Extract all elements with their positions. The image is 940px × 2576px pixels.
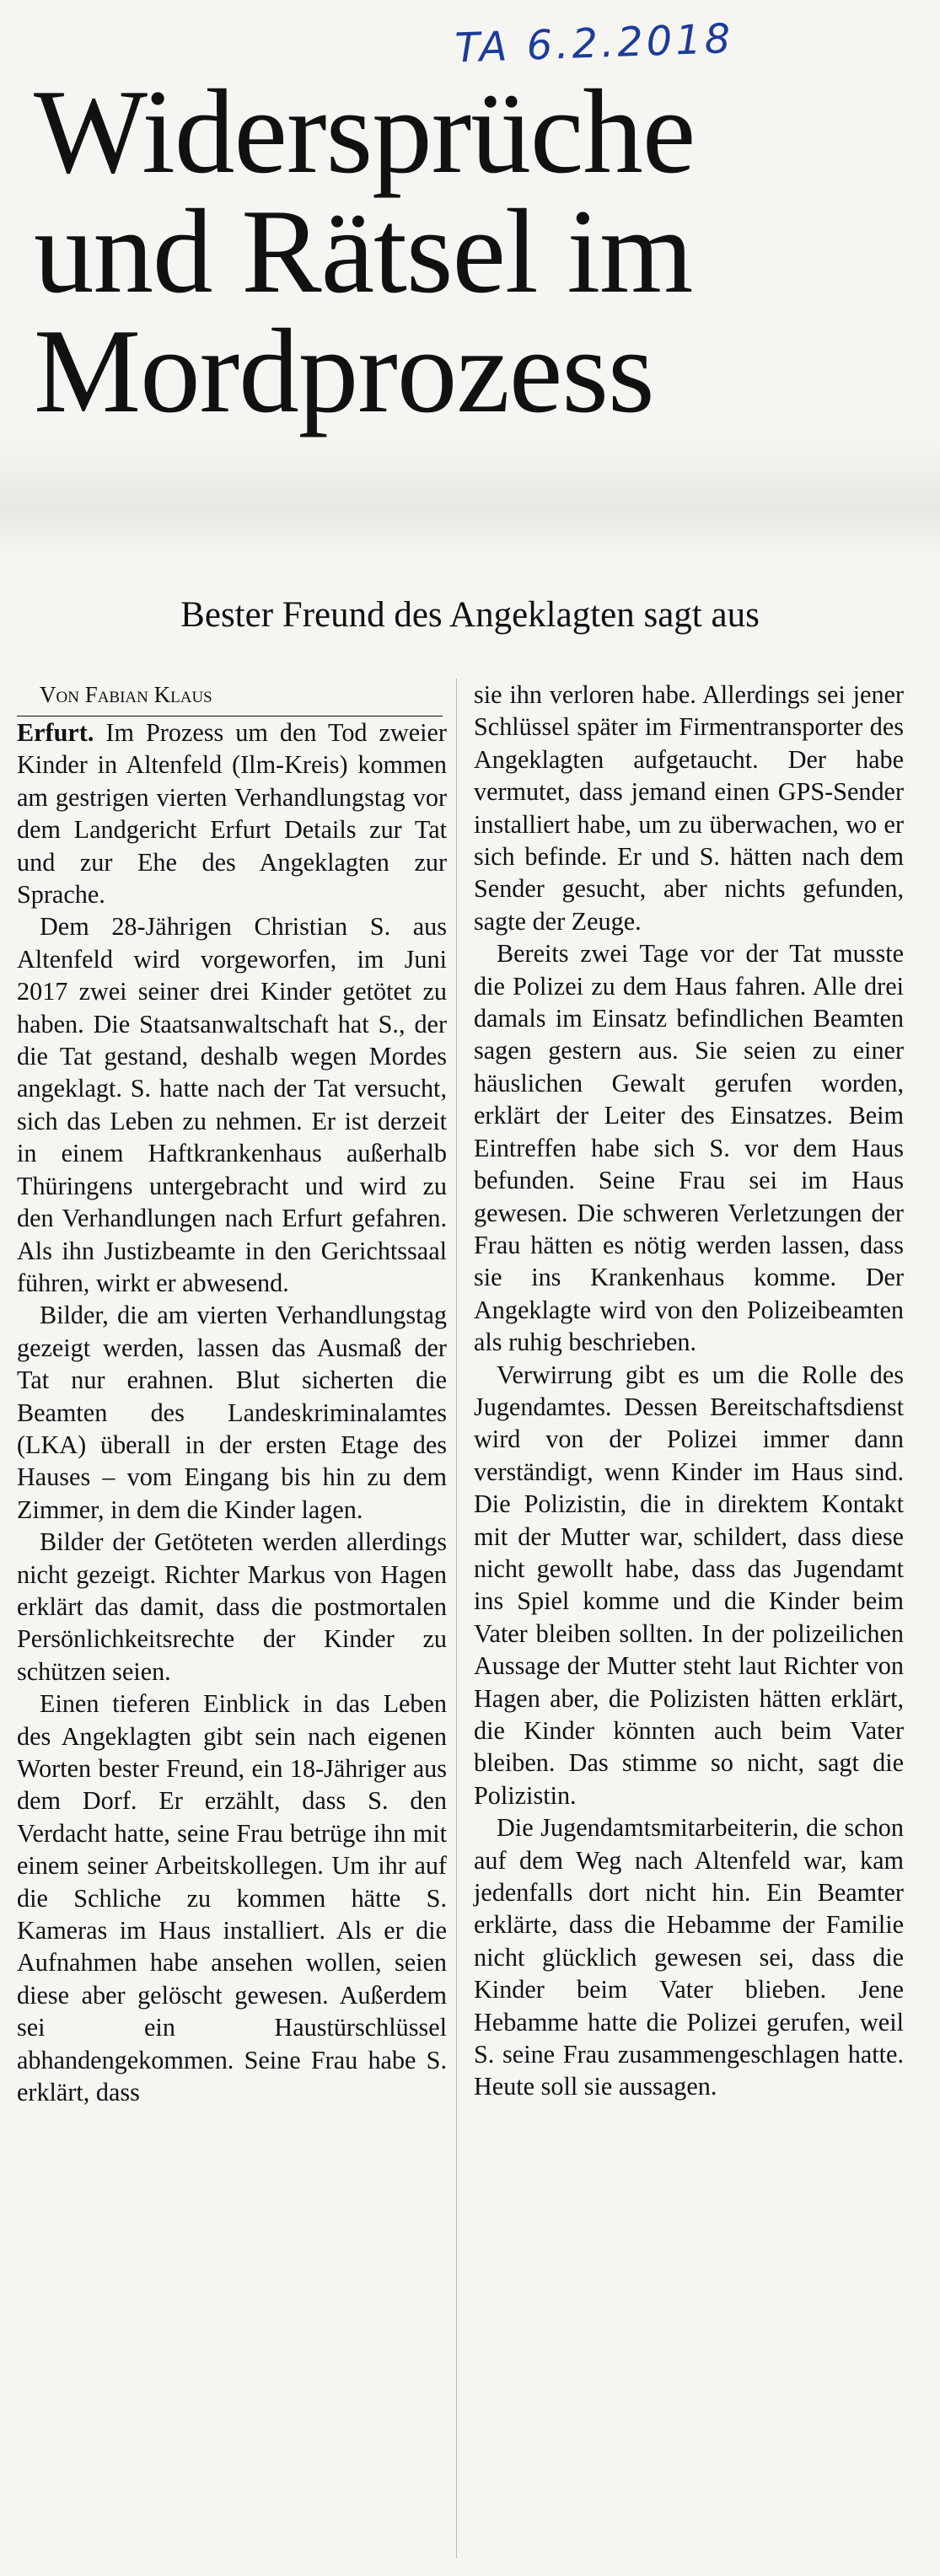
paragraph-1-text: Im Prozess um den Tod zweier Kinder in Altenfeld (Ilm-Kreis) kommen am gestrigen vierten Verhandlungstag vor dem Landgericht Erfurt Details zur Tat und zur Ehe des Angeklagten zur Sprache. [17, 718, 447, 910]
date-stamp: TA 6.2.2018 [454, 14, 735, 72]
paragraph-6: Bereits zwei Tage vor der Tat musste die Polizei zu dem Haus fahren. Alle drei damals im Einsatz befindlichen Beamten sagen gestern aus. Sie seien zu einer häuslichen Gewalt gerufen worden, erklärt der Leiter des Einsatzes. Beim Eintreffen habe sich S. vor dem Haus befunden. Seine Frau sei im Haus gewesen. Die schweren Verletzungen der Frau hätten es nötig werden lassen, dass sie ins Krankenhaus komme. Der Angeklagte wird von den Polizeibeamten als ruhig beschrieben. [474, 939, 904, 1357]
faded-background-print [0, 438, 940, 556]
paragraph-4: Bilder der Getöteten werden allerdings nicht gezeigt. Richter Markus von Hagen erklärt das damit, dass die postmortalen Persönlichkeitsrechte der Kinder zu schützen seien. [17, 1527, 447, 1686]
paragraph-2: Dem 28-Jährigen Christian S. aus Altenfeld wird vorgeworfen, im Juni 2017 zwei seiner drei Kinder getötet zu haben. Die Staatsanwaltschaft hat S., der die Tat gestand, deshalb wegen Mordes angeklagt. S. hatte nach der Tat versucht, sich das Leben zu nehmen. Er ist derzeit in einem Haftkrankenhaus außerhalb Thüringens untergebracht und wird zu den Verhandlungen nach Erfurt gefahren. Als ihn Justizbeamte in den Gerichtssaal führen, wirkt er abwesend. [17, 912, 447, 1297]
headline-line-2: und Rätsel im [34, 185, 693, 318]
byline: Von Fabian Klaus [17, 679, 443, 716]
article-column-right [474, 679, 904, 2103]
paragraph-3: Bilder, die am vierten Verhandlungstag gezeigt werden, lassen das Ausmaß der Tat nur erahnen. Blut sicherten die Beamten des Landeskriminalamtes (LKA) überall in der ersten Etage des Hauses – vom Eingang bis hin zu dem Zimmer, in dem die Kinder lagen. [17, 1301, 447, 1524]
subheadline: Bester Freund des Angeklagten sagt aus [180, 595, 760, 635]
paragraph-5-continued: sie ihn verloren habe. Allerdings sei jener Schlüssel später im Firmentransporter des Angeklagten aufgetaucht. Der habe vermutet, dass jemand einen GPS-Sender installiert habe, um zu überwachen, wo er sich befinde. Er und S. hätten nach dem Sender gesucht, aber nichts gefunden, sagte der Zeuge. [474, 680, 904, 936]
paragraph-8: Die Jugendamtsmitarbeiterin, die schon auf dem Weg nach Altenfeld war, kam jedenfalls dort nicht hin. Ein Beamter erklärte, dass die Hebamme der Familie nicht glücklich gewesen sei, dass die Kinder beim Vater blieben. Jene Hebamme hatte die Polizei gerufen, weil S. seine Frau zusammengeschlagen hatte. Heute soll sie aussagen. [474, 1813, 904, 2101]
headline-line-3: Mordprozess [34, 304, 654, 437]
article-column-left [17, 679, 447, 2108]
dateline: Erfurt. [17, 718, 94, 747]
headline [34, 65, 910, 437]
column-divider [456, 679, 457, 2558]
paragraph-7: Verwirrung gibt es um die Rolle des Jugendamtes. Dessen Bereitschaftsdienst wird von der Polizei immer dann verständigt, wenn Kinder im Haus sind. Die Polizistin, die in direktem Kontakt mit der Mutter war, schildert, dass diese nicht gewollt habe, dass das Jugendamt ins Spiel komme und die Kinder beim Vater bleiben sollten. In der polizeilichen Aussage der Mutter steht laut Richter von Hagen aber, die Polizisten hätten erklärt, die Kinder könnten auch beim Vater bleiben. Das stimme so nicht, sagt die Polizistin. [474, 1360, 904, 1810]
paragraph-1 [17, 716, 447, 910]
headline-line-1: Widersprüche [34, 65, 696, 198]
paragraph-5: Einen tieferen Einblick in das Leben des Angeklagten gibt sein nach eigenen Worten bester Freund, ein 18-Jähriger aus dem Dorf. Er erzählt, dass S. den Verdacht hatte, seine Frau betrüge ihn mit einem seiner Arbeitskollegen. Um ihr auf die Schliche zu kommen hätte S. Kameras im Haus installiert. Als er die Aufnahmen habe ansehen wollen, seien diese aber gelöscht gewesen. Außerdem sei ein Haustürschlüssel abhandengekommen. Seine Frau habe S. erklärt, dass [17, 1689, 447, 2107]
